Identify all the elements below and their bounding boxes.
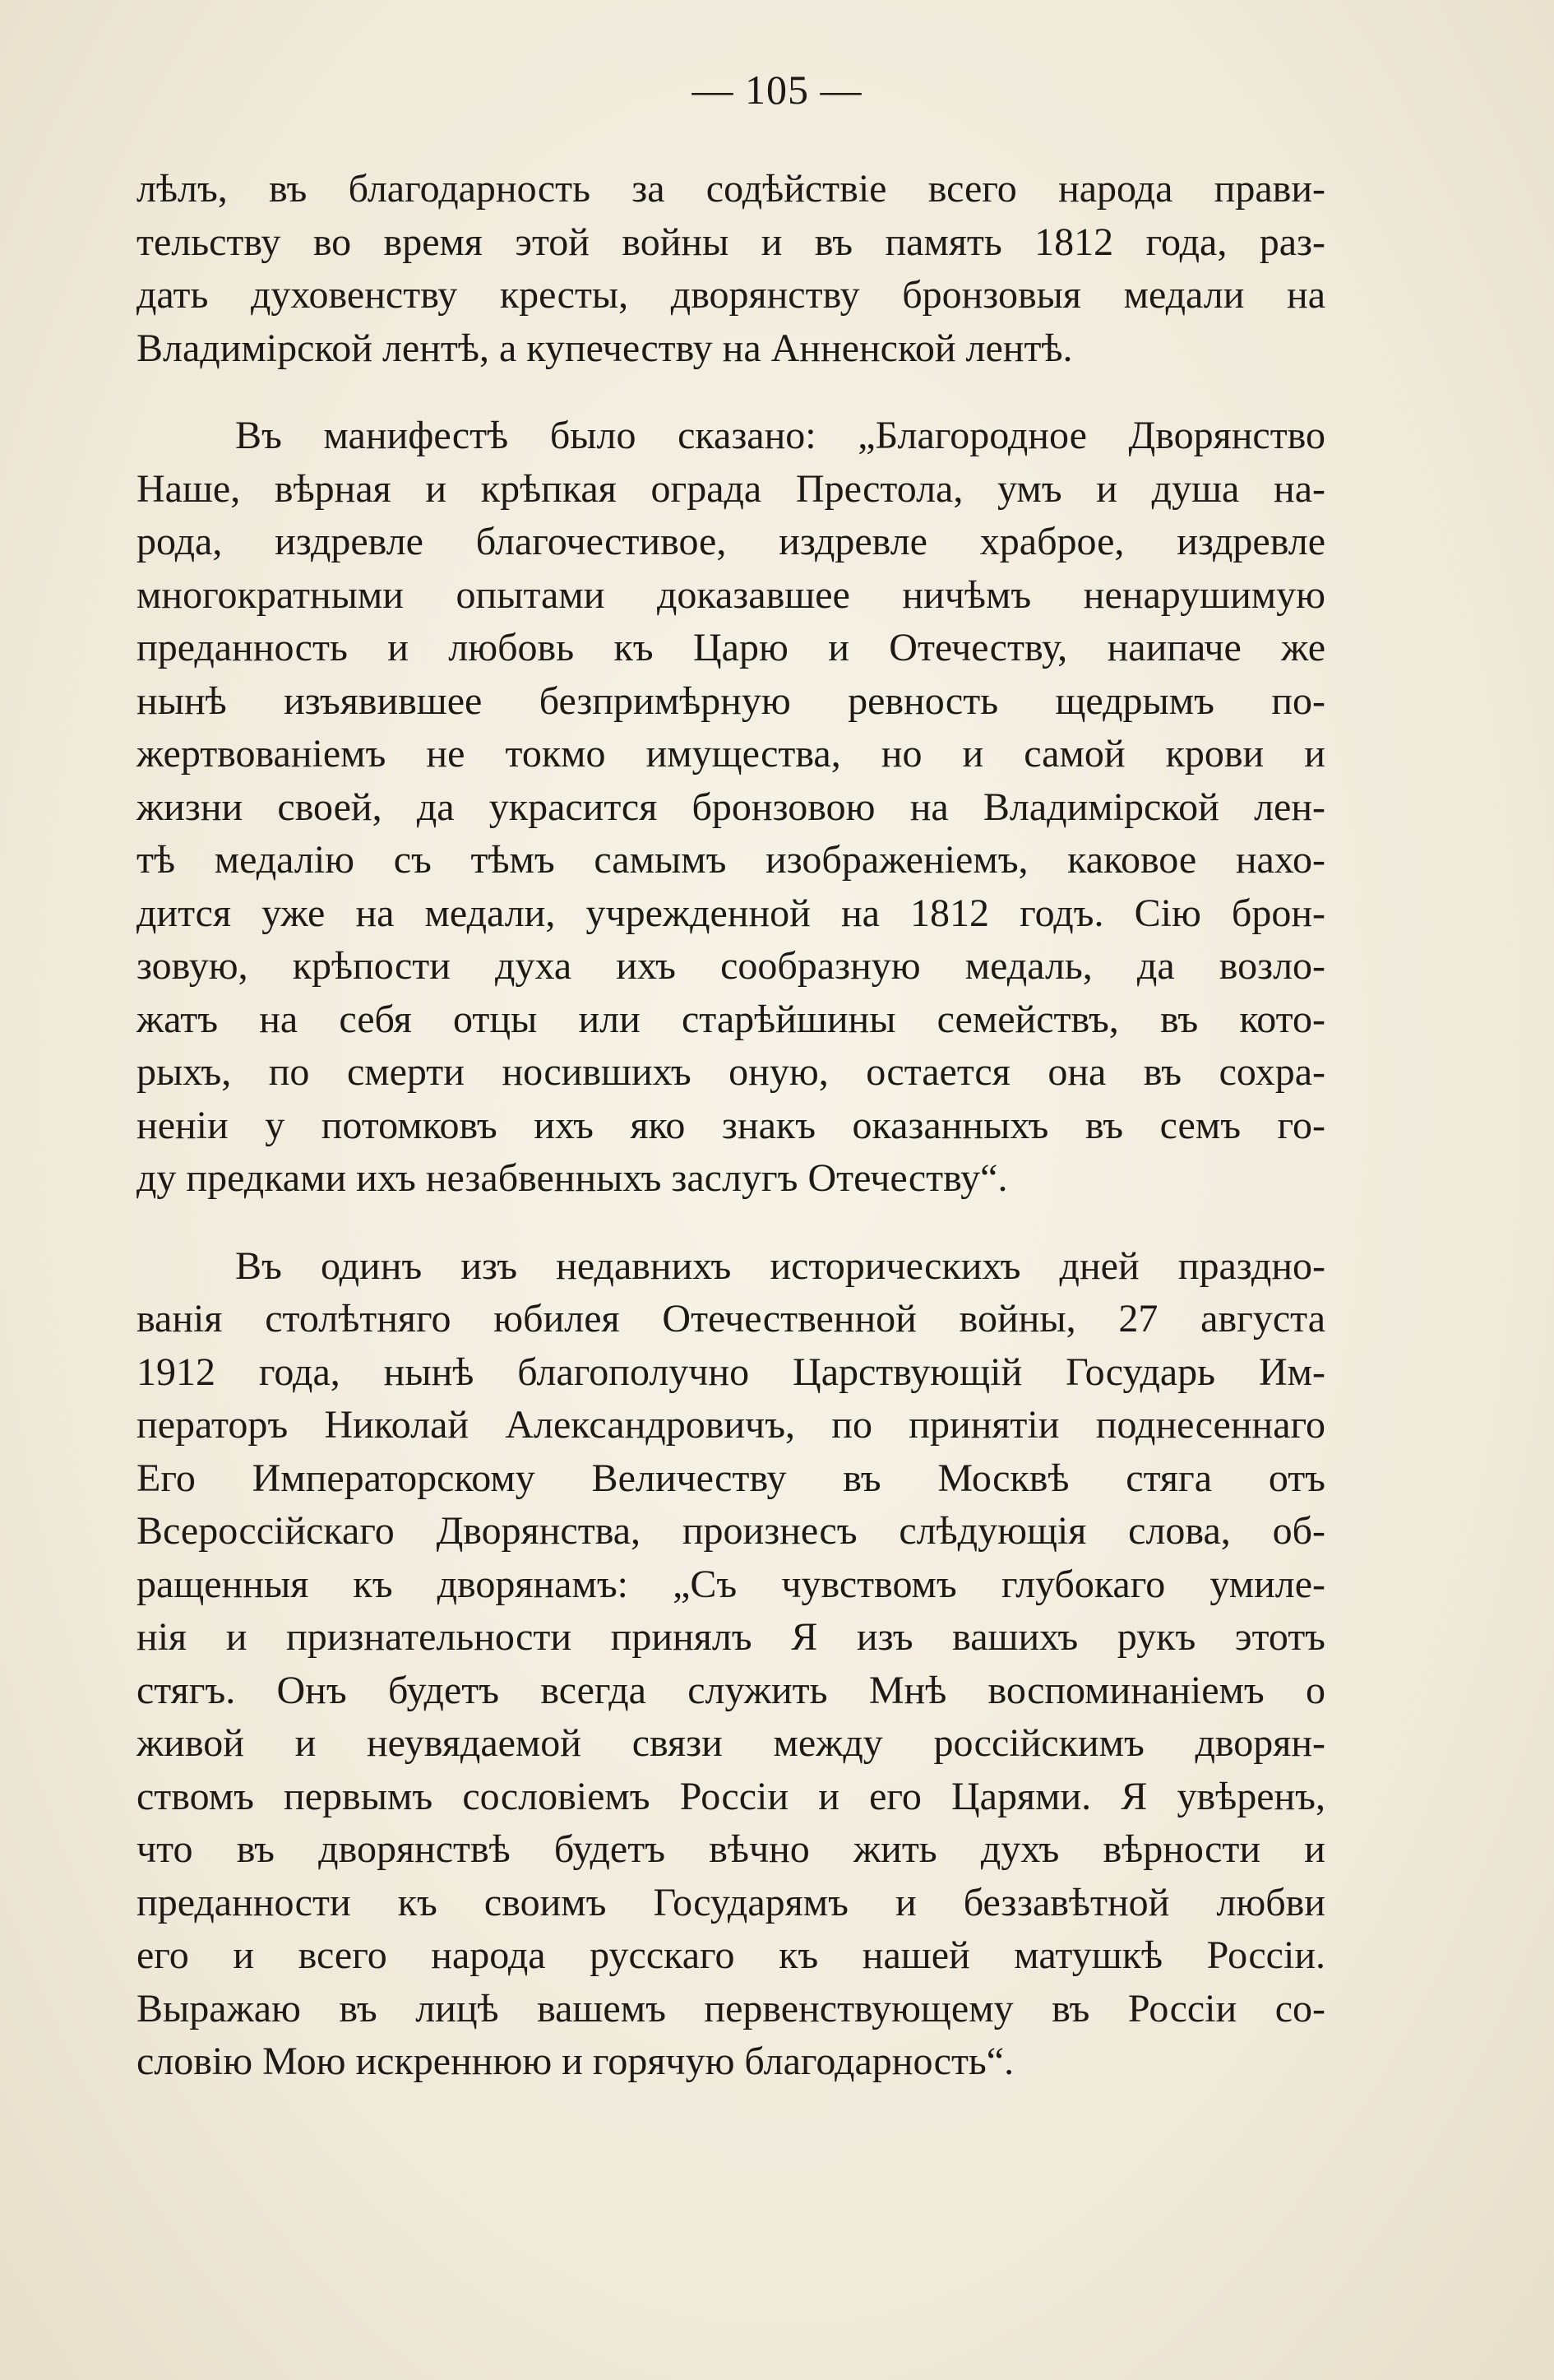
text-line: Въ одинъ изъ недавнихъ историческихъ дней праздно- bbox=[235, 1243, 1325, 1288]
text-line: нія и признательности принялъ Я изъ вашихъ рукъ этотъ bbox=[136, 1615, 1325, 1659]
text-line: преданность и любовь къ Царю и Отечеству, наипаче же bbox=[136, 626, 1325, 669]
text-line: дать духовенству кресты, дворянству бронзовыя медали на bbox=[136, 273, 1325, 317]
text-line: ращенныя къ дворянамъ: „Съ чувствомъ глубокаго умиле- bbox=[136, 1562, 1325, 1606]
text-line: ванія столѣтняго юбилея Отечественной войны, 27 августа bbox=[136, 1297, 1325, 1340]
text-line: стягъ. Онъ будетъ всегда служить Мнѣ воспоминаніемъ о bbox=[136, 1668, 1325, 1712]
text-line: Всероссійскаго Дворянства, произнесъ слѣдующія слова, об- bbox=[136, 1509, 1325, 1553]
text-line: Въ манифестѣ было сказано: „Благородное Дворянство bbox=[235, 414, 1325, 457]
text-line: Наше, вѣрная и крѣпкая ограда Престола, умъ и душа на- bbox=[136, 466, 1325, 511]
text-line: живой и неувядаемой связи между россійскимъ дворян- bbox=[136, 1721, 1325, 1765]
text-line: преданности къ своимъ Государямъ и беззавѣтной любви bbox=[136, 1880, 1325, 1924]
text-line: что въ дворянствѣ будетъ вѣчно жить духъ вѣрности и bbox=[136, 1827, 1325, 1871]
paragraph-gap bbox=[136, 375, 1325, 410]
paragraph-3 bbox=[136, 1240, 1325, 2089]
text-line: его и всего народа русскаго къ нашей матушкѣ Россіи. bbox=[136, 1933, 1325, 1977]
text-line: многократными опытами доказавшее ничѣмъ ненарушимую bbox=[136, 572, 1325, 617]
text-line: ствомъ первымъ сословіемъ Россіи и его Царями. Я увѣренъ, bbox=[136, 1774, 1325, 1818]
text-line: словію Мою искреннюю и горячую благодарность“. bbox=[136, 2040, 1015, 2083]
text-line: лѣлъ, въ благодарность за содѣйствіе всего народа прави- bbox=[136, 167, 1325, 211]
text-line: ператоръ Николай Александровичъ, по принятіи поднесеннаго bbox=[136, 1403, 1325, 1447]
text-line: ду предками ихъ незабвенныхъ заслугъ Отечеству“. bbox=[136, 1156, 1008, 1200]
text-line: Выражаю въ лицѣ вашемъ первенствующему въ Россіи со- bbox=[136, 1986, 1325, 2030]
text-line: зовую, крѣпости духа ихъ сообразную медаль, да возло- bbox=[136, 944, 1325, 988]
text-line: тѣ медалію съ тѣмъ самымъ изображеніемъ, каковое нахо- bbox=[136, 838, 1325, 882]
text-line: жертвованіемъ не токмо имущества, но и самой крови и bbox=[136, 732, 1325, 776]
text-line: Владимірской лентѣ, а купечеству на Анненской лентѣ. bbox=[136, 326, 1073, 370]
paragraph-gap bbox=[136, 1206, 1325, 1240]
text-line: нынѣ изъявившее безпримѣрную ревность щедрымъ по- bbox=[136, 678, 1325, 723]
text-line: жатъ на себя отцы или старѣйшины семействъ, въ кото- bbox=[136, 997, 1325, 1041]
paragraph-1 bbox=[136, 163, 1325, 375]
text-line: жизни своей, да украсится бронзовою на Владимірской лен- bbox=[136, 785, 1325, 829]
text-line: неніи у потомковъ ихъ яко знакъ оказанныхъ въ семъ го- bbox=[136, 1103, 1325, 1147]
page-number: — 105 — bbox=[691, 67, 863, 113]
text-line: рыхъ, по смерти носившихъ оную, остается она въ сохра- bbox=[136, 1050, 1325, 1094]
body-text bbox=[136, 163, 1325, 2089]
text-line: рода, издревле благочестивое, издревле храброе, издревле bbox=[136, 520, 1325, 563]
text-line: дится уже на медали, учрежденной на 1812 годъ. Сію брон- bbox=[136, 891, 1325, 935]
text-line: 1912 года, нынѣ благополучно Царствующій Государь Им- bbox=[136, 1350, 1325, 1394]
paragraph-2 bbox=[136, 410, 1325, 1206]
text-line: тельству во время этой войны и въ память 1812 года, раз- bbox=[136, 220, 1325, 264]
text-line: Его Императорскому Величеству въ Москвѣ стяга отъ bbox=[136, 1456, 1325, 1500]
